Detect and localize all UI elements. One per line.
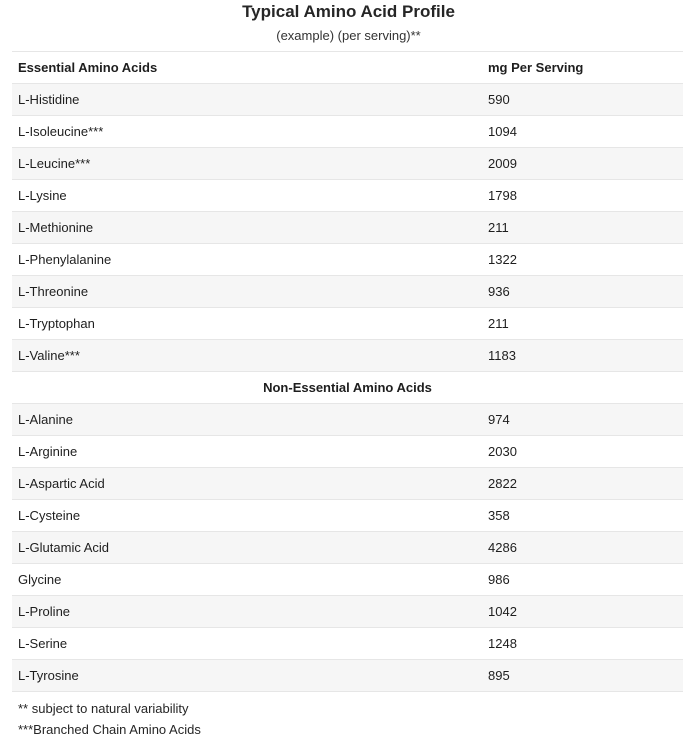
amino-acid-name: L-Phenylalanine [12, 244, 482, 276]
table-row [12, 500, 683, 532]
table-row [12, 276, 683, 308]
footnotes [18, 698, 201, 740]
mg-value: 4286 [482, 532, 683, 564]
amino-acid-name: L-Threonine [12, 276, 482, 308]
mg-value: 2822 [482, 468, 683, 500]
table-row [12, 596, 683, 628]
header-mg-per-serving: mg Per Serving [482, 52, 683, 84]
amino-acid-name: L-Proline [12, 596, 482, 628]
table-header-row [12, 52, 683, 84]
amino-acid-name: L-Aspartic Acid [12, 468, 482, 500]
amino-acid-name: L-Tryptophan [12, 308, 482, 340]
section-label: Non-Essential Amino Acids [12, 372, 683, 404]
mg-value: 358 [482, 500, 683, 532]
mg-value: 1798 [482, 180, 683, 212]
mg-value: 974 [482, 404, 683, 436]
footnote-variability: ** subject to natural variability [18, 701, 189, 716]
mg-value: 211 [482, 308, 683, 340]
table-subtitle: (example) (per serving)** [276, 28, 421, 43]
mg-value: 590 [482, 84, 683, 116]
mg-value: 986 [482, 564, 683, 596]
mg-value: 1183 [482, 340, 683, 372]
amino-acid-name: L-Leucine*** [12, 148, 482, 180]
table-row [12, 532, 683, 564]
table-row [12, 628, 683, 660]
table-row [12, 660, 683, 692]
mg-value: 1094 [482, 116, 683, 148]
mg-value: 2009 [482, 148, 683, 180]
amino-acid-name: L-Lysine [12, 180, 482, 212]
table-row [12, 564, 683, 596]
amino-acid-name: L-Methionine [12, 212, 482, 244]
amino-acid-name: L-Histidine [12, 84, 482, 116]
table-body [12, 52, 683, 692]
amino-acid-name: L-Valine*** [12, 340, 482, 372]
amino-acid-name: L-Glutamic Acid [12, 532, 482, 564]
amino-acid-name: L-Alanine [12, 404, 482, 436]
table-title: Typical Amino Acid Profile [242, 2, 455, 21]
amino-acid-name: L-Serine [12, 628, 482, 660]
header-amino-acid: Essential Amino Acids [12, 52, 482, 84]
table-row [12, 212, 683, 244]
amino-acid-name: L-Cysteine [12, 500, 482, 532]
table-row [12, 436, 683, 468]
table-row [12, 180, 683, 212]
mg-value: 211 [482, 212, 683, 244]
mg-value: 1248 [482, 628, 683, 660]
amino-acid-table [12, 51, 683, 692]
amino-acid-name: L-Isoleucine*** [12, 116, 482, 148]
amino-acid-name: L-Tyrosine [12, 660, 482, 692]
table-row [12, 84, 683, 116]
mg-value: 1322 [482, 244, 683, 276]
table-row [12, 148, 683, 180]
table-row [12, 116, 683, 148]
mg-value: 936 [482, 276, 683, 308]
table-row [12, 404, 683, 436]
mg-value: 1042 [482, 596, 683, 628]
table-row [12, 244, 683, 276]
amino-acid-name: L-Arginine [12, 436, 482, 468]
table-row [12, 340, 683, 372]
table-row [12, 308, 683, 340]
footnote-bcaa: ***Branched Chain Amino Acids [18, 722, 201, 737]
mg-value: 895 [482, 660, 683, 692]
table-row [12, 468, 683, 500]
section-header-row [12, 372, 683, 404]
amino-acid-name: Glycine [12, 564, 482, 596]
mg-value: 2030 [482, 436, 683, 468]
